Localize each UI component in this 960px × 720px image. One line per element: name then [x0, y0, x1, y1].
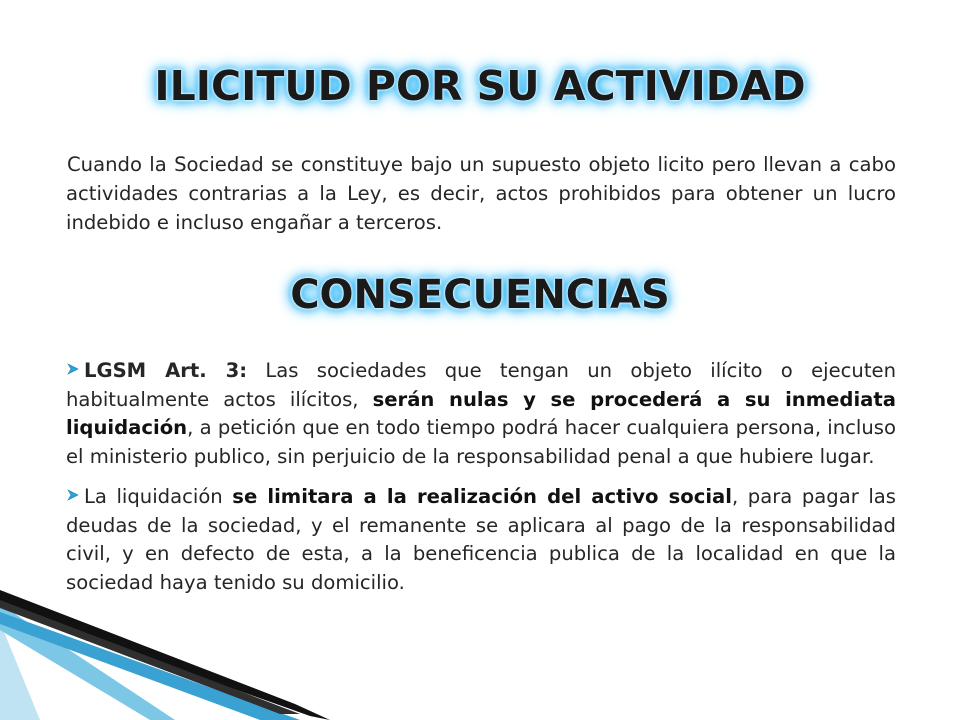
arrow-bullet-icon — [66, 362, 80, 376]
decorative-swoosh — [0, 590, 330, 720]
intro-paragraph: Cuando la Sociedad se constituye bajo un supuesto objeto licito pero llevan a cabo actividades contrarias a la Ley, es decir, actos prohibidos para obtener un lucro indebido e incluso engañar a terceros. — [66, 153, 896, 234]
bullet-emphasis: se limitara a la realización del activo social — [232, 485, 732, 508]
slide-title: ILICITUD POR SU ACTIVIDAD — [154, 62, 806, 110]
law-reference: LGSM Art. 3: — [84, 359, 248, 382]
bullet-text: , a petición que en todo tiempo podrá hacer cualquiera persona, incluso el ministerio publico, sin perjuicio de la responsabilidad penal a que hubiere lugar. — [66, 416, 896, 468]
list-item — [66, 357, 896, 471]
bullet-text: La liquidación — [84, 485, 233, 508]
bullet-emphasis: serán nulas y se procederá a su inmediata liquidación — [66, 387, 896, 439]
consequences-list — [66, 357, 896, 609]
section-heading: CONSECUENCIAS — [290, 272, 670, 318]
list-item — [66, 483, 896, 597]
arrow-bullet-icon — [66, 488, 80, 502]
bullet-text: Las sociedades que tengan un objeto ilícito o ejecuten habitualmente actos ilícitos, — [66, 359, 896, 411]
bullet-text: , para pagar las deudas de la sociedad, y el remanente se aplicara al pago de la responsabilidad civil, y en defecto de esta, a la beneficencia publica de la localidad en que la sociedad haya tenido su domicilio. — [66, 485, 896, 594]
